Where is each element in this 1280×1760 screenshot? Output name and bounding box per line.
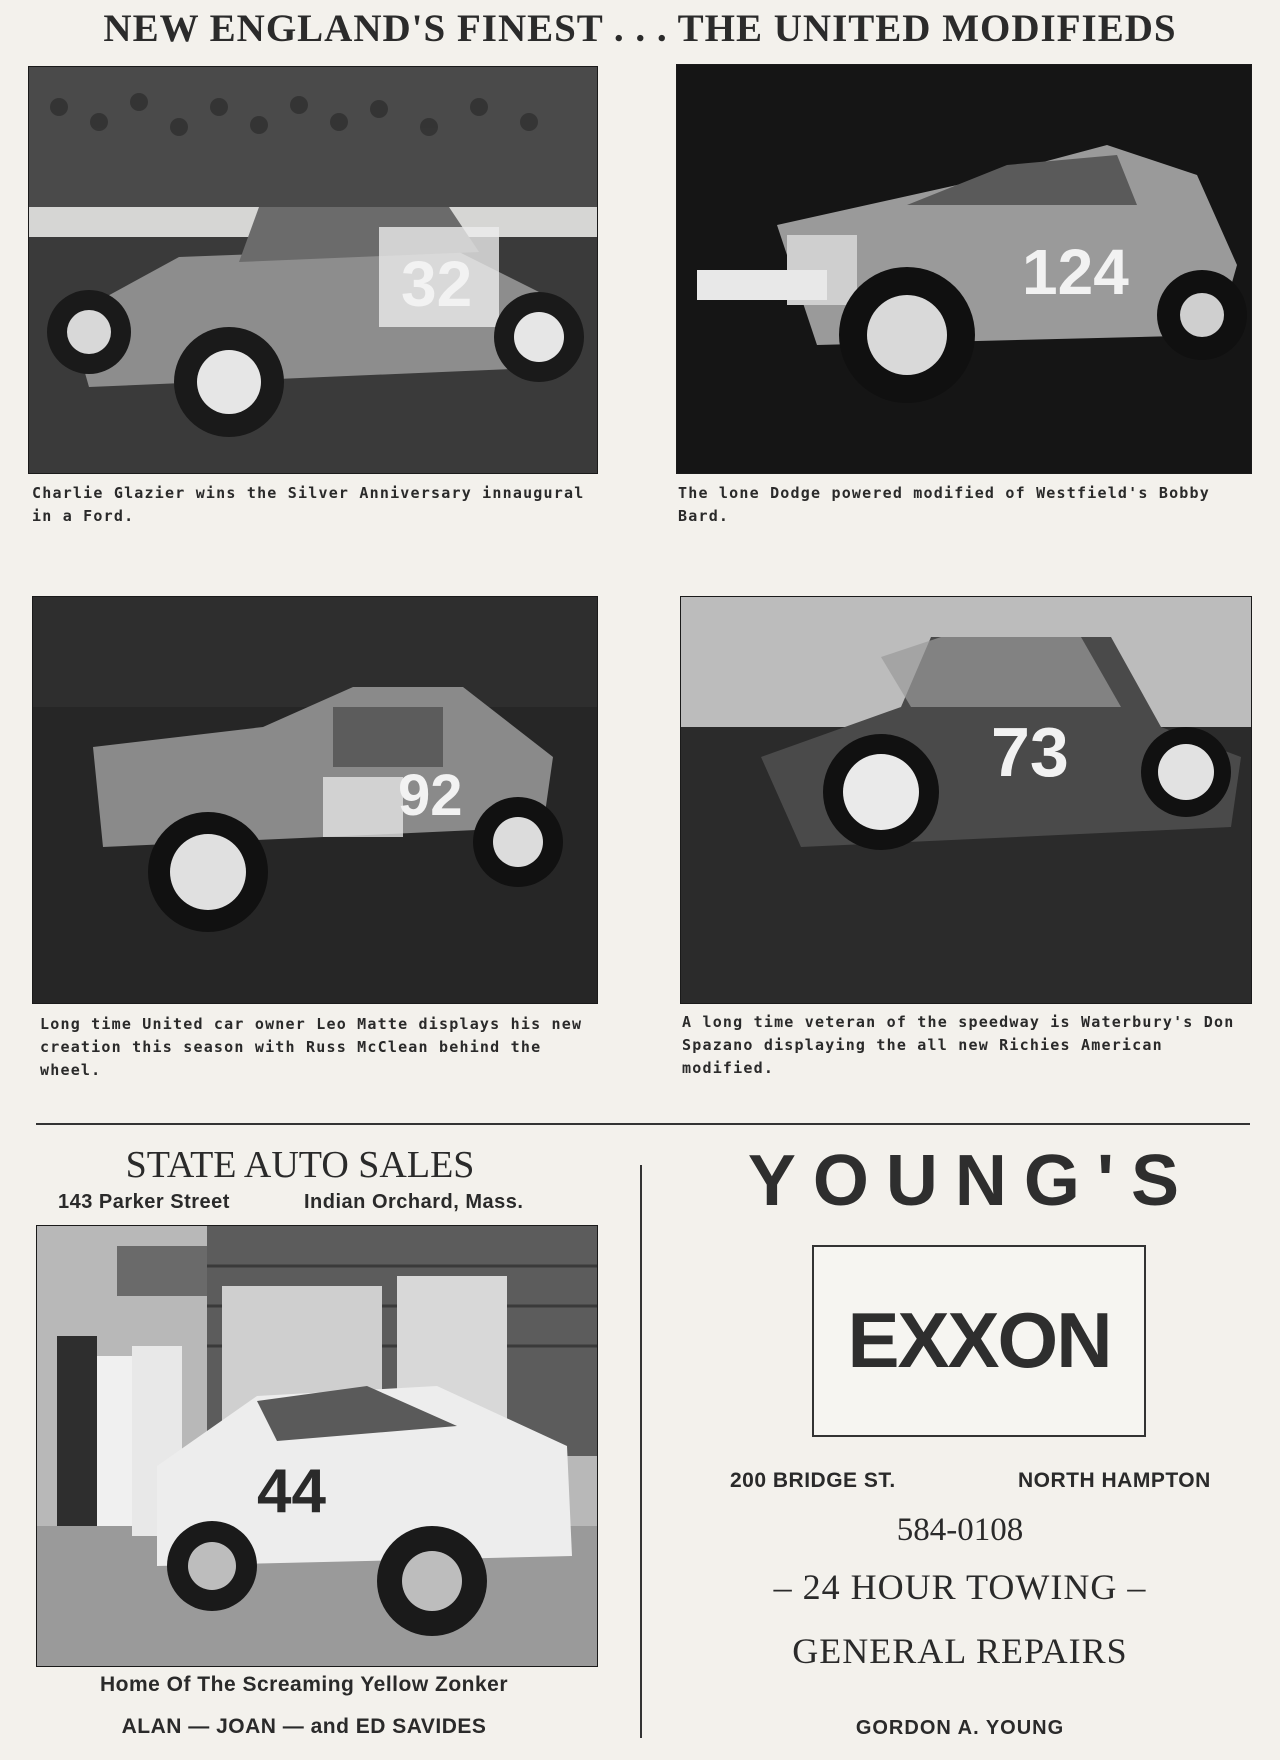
- car-number: 44: [257, 1457, 326, 1526]
- page-headline: NEW ENGLAND'S FINEST . . . THE UNITED MODIFIEDS: [103, 7, 1177, 50]
- state-auto-tagline: Home Of The Screaming Yellow Zonker: [99, 1673, 509, 1696]
- race-photo-73: [680, 596, 1252, 1004]
- car-number: 92: [398, 763, 463, 828]
- photo-caption: Charlie Glazier wins the Silver Anniversary innaugural in a Ford.: [32, 484, 585, 525]
- exxon-logo-text: EXXON: [847, 1296, 1111, 1384]
- car-number: 32: [401, 248, 473, 320]
- youngs-phone: 584-0108: [896, 1512, 1024, 1548]
- state-auto-owners: ALAN — JOAN — and ED SAVIDES: [121, 1715, 487, 1738]
- photo-caption: A long time veteran of the speedway is Waterbury's Don Spazano displaying the all new Richies American modified.: [682, 1013, 1235, 1077]
- youngs-owner: GORDON A. YOUNG: [855, 1717, 1065, 1739]
- race-photo-124: [676, 64, 1252, 474]
- exxon-logo: [812, 1245, 1146, 1437]
- dealership-photo: [36, 1225, 598, 1667]
- photo-caption: Long time United car owner Leo Matte displays his new creation this season with Russ McClean behind the wheel.: [40, 1015, 583, 1079]
- car-number: 73: [991, 713, 1069, 791]
- youngs-title: YOUNG'S: [747, 1141, 1197, 1221]
- state-auto-city: Indian Orchard, Mass.: [304, 1191, 524, 1213]
- photo-caption: The lone Dodge powered modified of Westfield's Bobby Bard.: [678, 484, 1210, 525]
- divider-horizontal: [36, 1123, 1250, 1125]
- divider-vertical: [640, 1165, 642, 1738]
- state-auto-title: STATE AUTO SALES: [125, 1144, 475, 1186]
- youngs-street: 200 BRIDGE ST.: [730, 1469, 896, 1492]
- youngs-repairs: GENERAL REPAIRS: [792, 1631, 1128, 1671]
- youngs-towing: – 24 HOUR TOWING –: [773, 1567, 1147, 1607]
- state-auto-street: 143 Parker Street: [58, 1191, 230, 1213]
- race-photo-32: [28, 66, 598, 474]
- race-photo-92: [32, 596, 598, 1004]
- car-number: 124: [1022, 236, 1129, 308]
- youngs-city: NORTH HAMPTON: [1018, 1469, 1211, 1492]
